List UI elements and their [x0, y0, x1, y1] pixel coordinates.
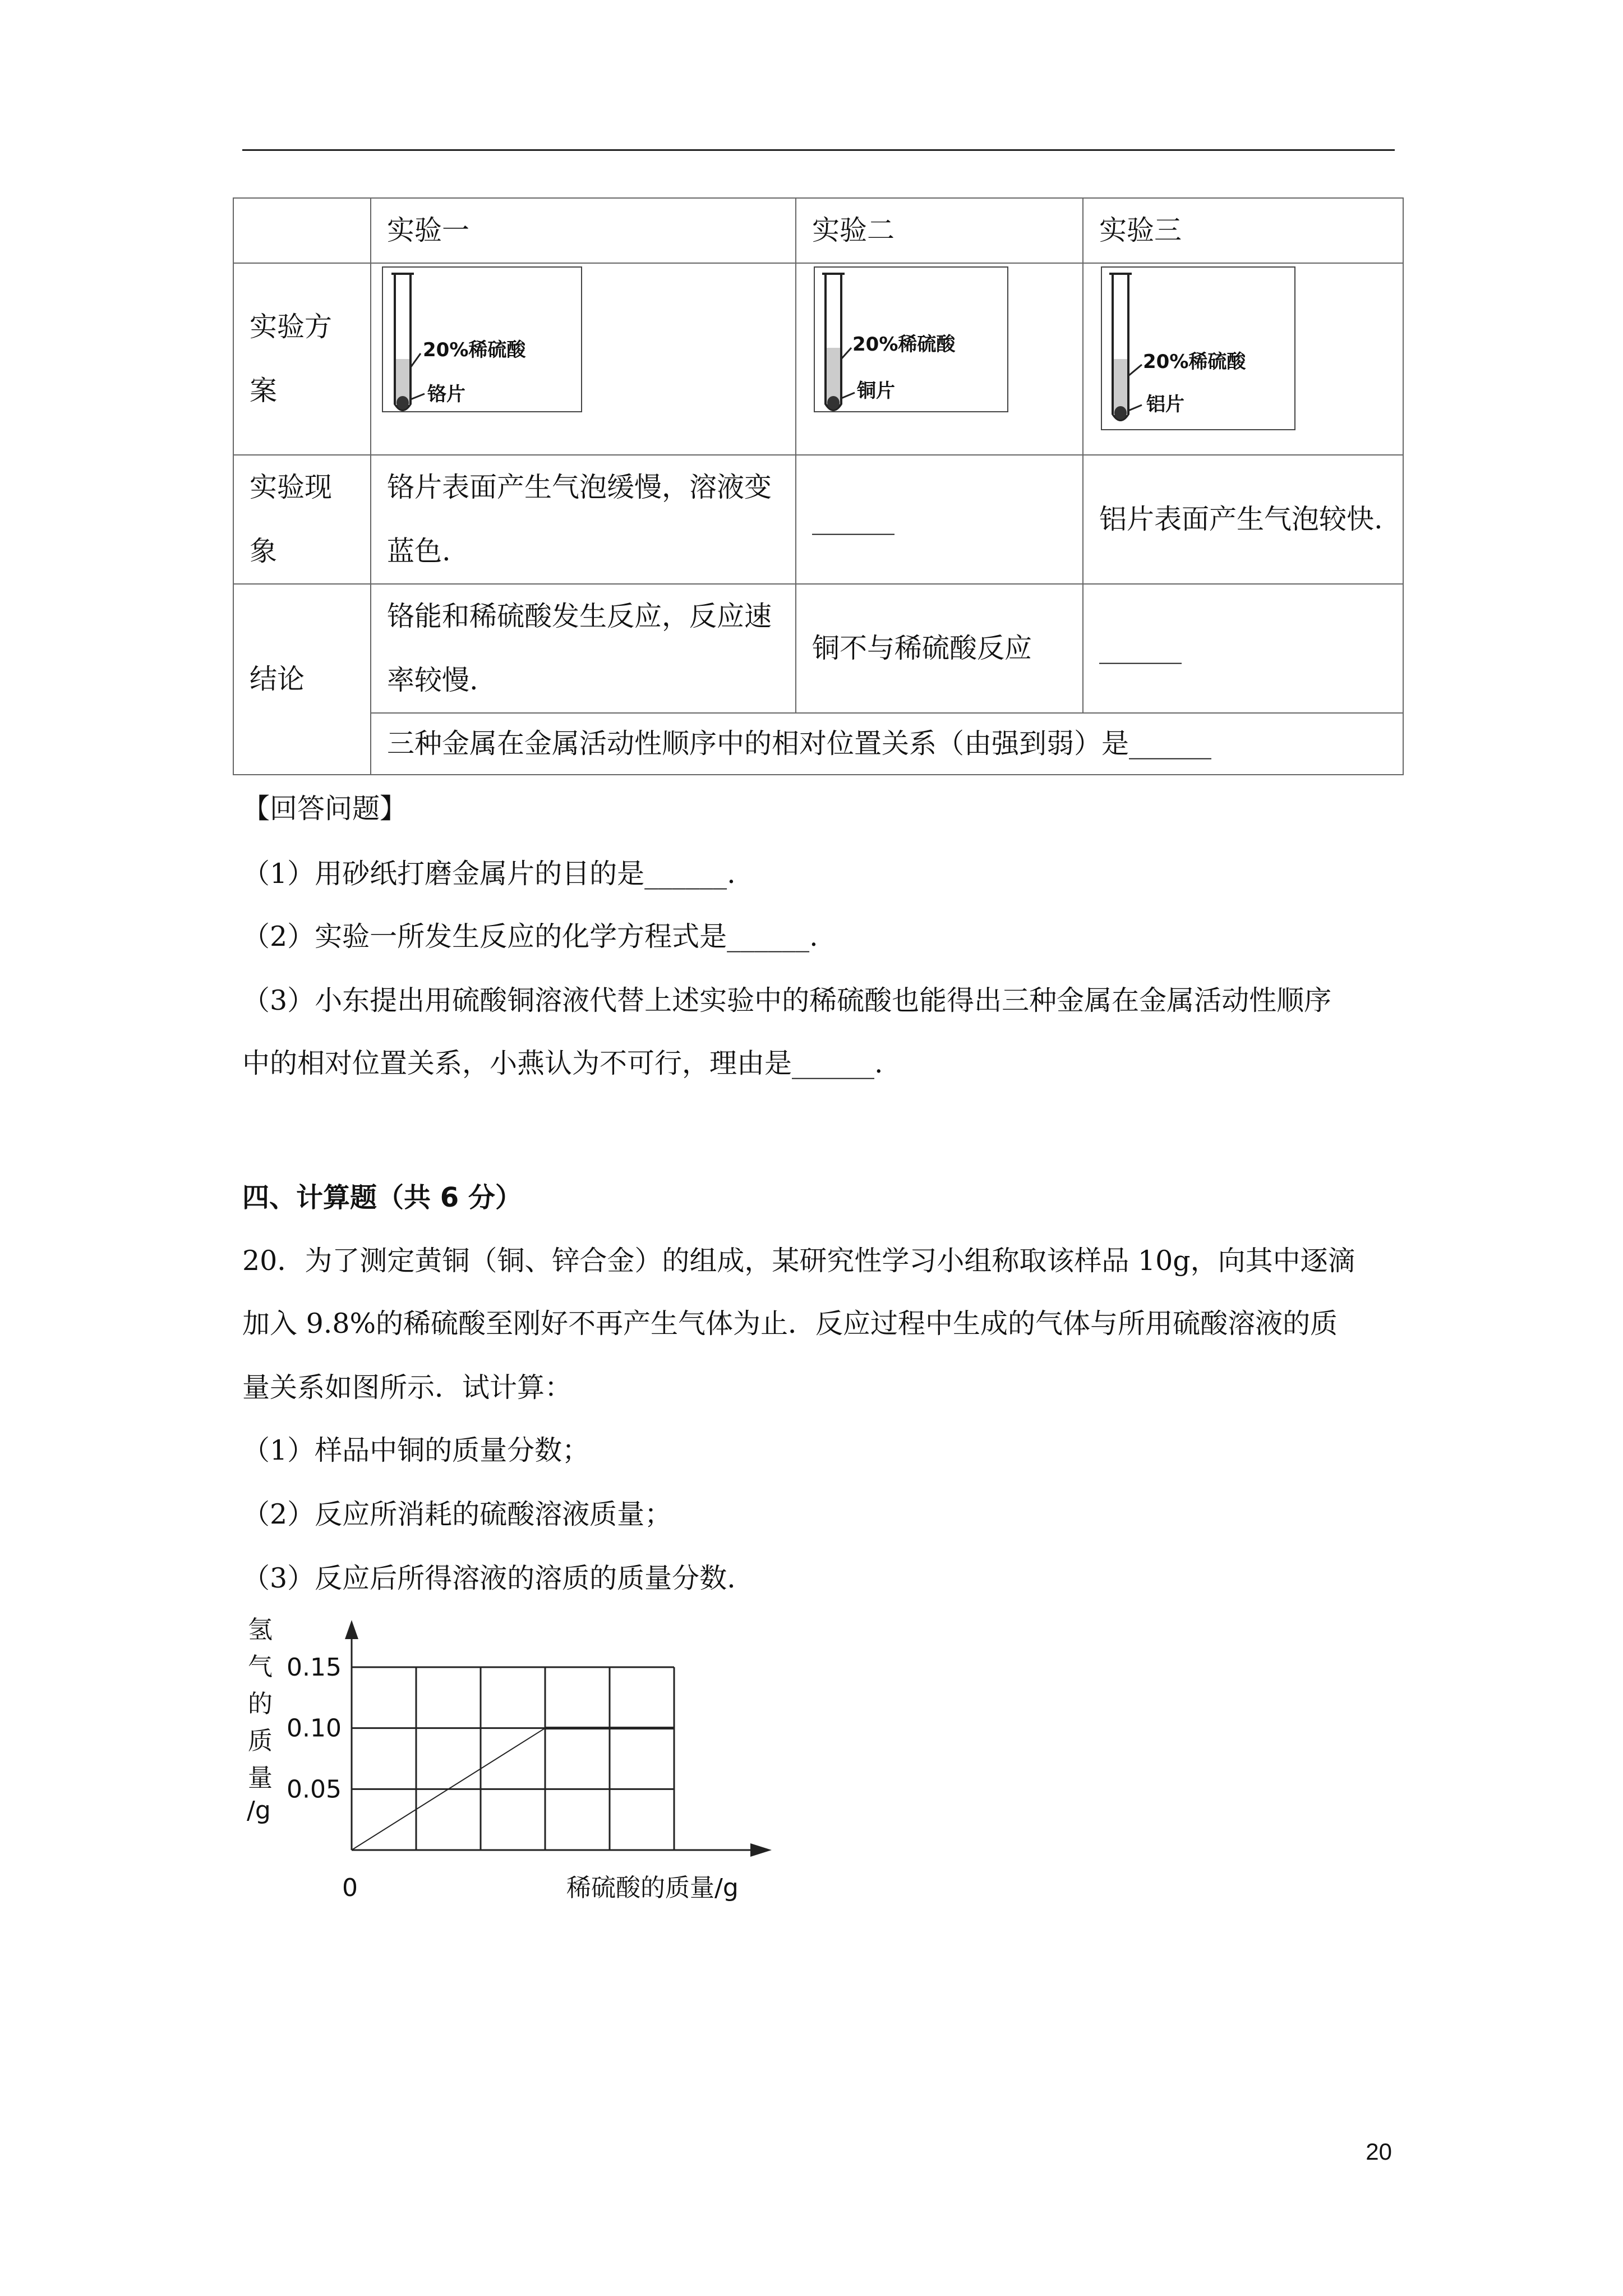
- header-rule: [242, 149, 1395, 151]
- section-4-heading: 四、计算题（共 6 分）: [242, 1182, 522, 1213]
- problem-20-line-2: 加入 9.8%的稀硫酸至刚好不再产生气体为止．反应过程中生成的气体与所用硫酸溶液的质: [242, 1308, 1338, 1340]
- test-tube-diagram-chromium: [371, 264, 596, 454]
- metal-label-exp1: 铬片: [427, 383, 465, 406]
- answer-heading: 【回答问题】: [242, 793, 408, 825]
- question-3-line-2: 中的相对位置关系，小燕认为不可行，理由是______.: [242, 1047, 883, 1079]
- sub-question-1: （1）样品中铜的质量分数；: [242, 1434, 590, 1466]
- row-label-phenomenon-text: 实验现象: [250, 471, 333, 567]
- row-label-phenomenon: [233, 455, 371, 584]
- y-tick-label: 0.15: [287, 1653, 342, 1682]
- conclusion-cell-exp3: [1083, 584, 1403, 713]
- sub-question-2: （2）反应所消耗的硫酸溶液质量；: [242, 1498, 672, 1530]
- chart-axes: [345, 1620, 772, 1857]
- acid-label-exp1: 20%稀硫酸: [423, 339, 526, 361]
- conclusion-text-exp3: ______: [1099, 632, 1182, 664]
- test-tube-diagram-aluminum: [1083, 264, 1308, 454]
- y-axis-label-char: 气: [248, 1653, 273, 1681]
- table-header-row: [233, 198, 1403, 263]
- page-number: 20: [1366, 2138, 1392, 2165]
- question-1: （1）用砂纸打磨金属片的目的是______.: [242, 858, 736, 890]
- problem-20-line-3: 量关系如图所示．试计算：: [242, 1372, 573, 1404]
- table-row-plan: [233, 263, 1403, 455]
- y-tick-label: 0.10: [287, 1714, 342, 1743]
- phenomenon-cell-exp3: [1083, 455, 1403, 584]
- acid-label-exp3: 20%稀硫酸: [1143, 351, 1246, 373]
- phenomenon-text-exp1: 铬片表面产生气泡缓慢，溶液变蓝色.: [387, 471, 772, 567]
- y-axis-label-unit: /g: [247, 1796, 271, 1825]
- header-cell-exp2: 实验二: [796, 198, 1083, 263]
- sub-question-3: （3）反应后所得溶液的溶质的质量分数.: [242, 1562, 736, 1594]
- problem-20-line-1: 20．为了测定黄铜（铜、锌合金）的组成，某研究性学习小组称取该样品 10g，向其中逐滴: [242, 1245, 1355, 1277]
- header-cell-exp3: 实验三: [1083, 198, 1403, 263]
- phenomenon-cell-exp1: [371, 455, 796, 584]
- question-2: （2）实验一所发生反应的化学方程式是______.: [242, 921, 818, 953]
- plan-cell-exp2: [796, 263, 1083, 455]
- conclusion-text-exp2: 铜不与稀硫酸反应: [812, 632, 1032, 664]
- conclusion-cell-exp2: [796, 584, 1083, 713]
- table-row-summary: [233, 713, 1403, 775]
- y-tick-label: 0.05: [287, 1775, 342, 1804]
- plan-cell-exp3: [1083, 263, 1403, 455]
- chart-grid: [352, 1667, 674, 1850]
- conclusion-cell-exp1: [371, 584, 796, 713]
- row-label-conclusion: [233, 584, 371, 775]
- summary-cell: [371, 713, 1403, 775]
- x-axis-arrow-icon: [750, 1843, 772, 1857]
- plan-cell-exp1: [371, 263, 796, 455]
- header-cell-exp1: 实验一: [371, 198, 796, 263]
- test-tube-diagram-copper: [796, 264, 1021, 454]
- phenomenon-cell-exp2: [796, 455, 1083, 584]
- conclusion-text-exp1: 铬能和稀硫酸发生反应，反应速率较慢.: [387, 600, 772, 696]
- y-axis-label-char: 质: [248, 1727, 273, 1755]
- chart-y-axis-label: [247, 1616, 273, 1825]
- summary-text: 三种金属在金属活动性顺序中的相对位置关系（由强到弱）是______: [387, 728, 1212, 760]
- chart-x-axis-label: 稀硫酸的质量/g: [566, 1874, 739, 1902]
- metal-label-exp3: 铝片: [1146, 393, 1184, 416]
- chart-origin-label: 0: [342, 1874, 358, 1902]
- question-3-line-1: （3）小东提出用硫酸铜溶液代替上述实验中的稀硫酸也能得出三种金属在金属活动性顺序: [242, 984, 1332, 1016]
- table-row-phenomenon: [233, 455, 1403, 584]
- acid-label-exp2: 20%稀硫酸: [852, 333, 956, 356]
- y-axis-label-char: 量: [248, 1764, 273, 1792]
- y-axis-label-char: 氢: [248, 1616, 273, 1644]
- metal-label-exp2: 铜片: [857, 380, 895, 402]
- header-cell-empty: [233, 198, 371, 263]
- row-label-plan-text: 实验方案: [250, 311, 333, 407]
- experiment-table: [233, 197, 1404, 775]
- row-label-plan: [233, 263, 371, 455]
- chart-y-ticks: [287, 1653, 342, 1803]
- y-axis-arrow-icon: [345, 1620, 358, 1639]
- table-row-conclusion: [233, 584, 1403, 713]
- y-axis-label-char: 的: [248, 1690, 273, 1718]
- phenomenon-text-exp2: ______: [812, 503, 895, 535]
- hydrogen-mass-chart: [242, 1610, 792, 1913]
- phenomenon-text-exp3: 铝片表面产生气泡较快.: [1099, 503, 1383, 535]
- row-label-conclusion-text: 结论: [250, 663, 305, 695]
